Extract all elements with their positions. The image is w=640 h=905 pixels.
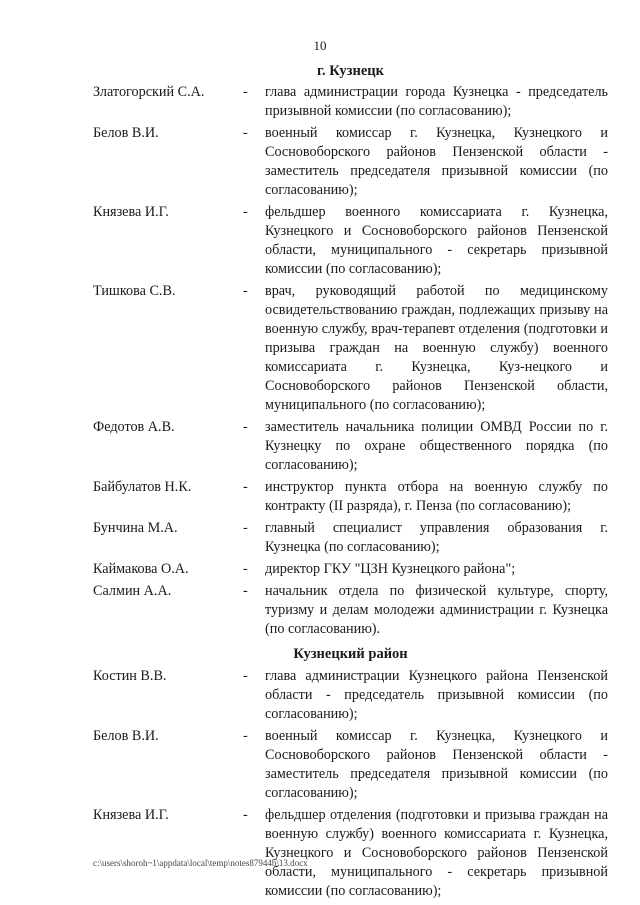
member-description: инструктор пункта отбора на военную службу по контракту (II разряда), г. Пенза (по согласованию);: [265, 479, 608, 514]
member-row: [93, 282, 608, 415]
member-dash: -: [243, 728, 248, 744]
member-dash: -: [243, 520, 248, 536]
member-dash: -: [243, 283, 248, 299]
member-name: Белов В.И.: [93, 728, 159, 744]
member-name: Князева И.Г.: [93, 204, 169, 220]
member-name: Князева И.Г.: [93, 807, 169, 823]
section-title-kuznetsk-district: Кузнецкий район: [293, 646, 408, 662]
commission-list: [93, 62, 608, 904]
member-description: военный комиссар г. Кузнецка, Кузнецкого и Сосновоборского районов Пензенской области - заместитель председателя призывной комиссии (по согласованию);: [265, 125, 608, 198]
member-row: [93, 560, 608, 579]
member-name: Байбулатов Н.К.: [93, 479, 192, 495]
member-description: фельдшер отделения (подготовки и призыва граждан на военную службу) военного комиссариата г. Кузнецка, Кузнецкого и Сосновоборского районов Пензенской области, муниципального - секретарь призывной комиссии (по согласованию);: [265, 807, 608, 899]
member-dash: -: [243, 125, 248, 141]
member-dash: -: [243, 479, 248, 495]
member-name: Костин В.В.: [93, 668, 167, 684]
member-row: [93, 203, 608, 279]
member-name: Белов В.И.: [93, 125, 159, 141]
member-row: [93, 83, 608, 121]
member-name: Каймакова О.А.: [93, 561, 189, 577]
member-row: [93, 582, 608, 639]
member-description: директор ГКУ "ЦЗН Кузнецкого района";: [265, 561, 516, 577]
member-dash: -: [243, 419, 248, 435]
member-dash: -: [243, 561, 248, 577]
member-row: [93, 124, 608, 200]
member-description: главный специалист управления образования г. Кузнецка (по согласованию);: [265, 520, 608, 555]
member-row: [93, 727, 608, 803]
member-row: [93, 519, 608, 557]
page-number: 10: [313, 38, 327, 53]
member-description: заместитель начальника полиции ОМВД России по г. Кузнецку по охране общественного порядка (по согласованию);: [265, 419, 608, 473]
member-dash: -: [243, 583, 248, 599]
file-path-footer: c:\users\shoroh~1\appdata\local\temp\notes87944b\13.docx: [93, 858, 308, 868]
member-description: врач, руководящий работой по медицинскому освидетельствованию граждан, подлежащих призыву на военную службу, врач-терапевт отделения (подготовки и призыва граждан на военную службу) военного комиссариата г. Кузнецка, Куз-нецкого и Сосновоборского районов Пензенской области, муниципального (по согласованию);: [265, 283, 608, 413]
member-name: Федотов А.В.: [93, 419, 175, 435]
member-description: фельдшер военного комиссариата г. Кузнецка, Кузнецкого и Сосновоборского районов Пензенской области, муниципального - секретарь призывной комиссии (по согласованию);: [265, 204, 608, 277]
member-dash: -: [243, 668, 248, 684]
member-name: Бунчина М.А.: [93, 520, 178, 536]
member-dash: -: [243, 84, 248, 100]
member-row: [93, 418, 608, 475]
member-row: [93, 806, 608, 901]
member-dash: -: [243, 204, 248, 220]
member-dash: -: [243, 807, 248, 823]
member-name: Салмин А.А.: [93, 583, 172, 599]
member-description: глава администрации Кузнецкого района Пензенской области - председатель призывной комиссии (по согласованию);: [265, 668, 608, 722]
member-description: начальник отдела по физической культуре, спорту, туризму и делам молодежи администрации г. Кузнецка (по согласованию).: [265, 583, 608, 637]
member-description: военный комиссар г. Кузнецка, Кузнецкого и Сосновоборского районов Пензенской области - заместитель председателя призывной комиссии (по согласованию);: [265, 728, 608, 801]
member-name: Тишкова С.В.: [93, 283, 176, 299]
member-description: глава администрации города Кузнецка - председатель призывной комиссии (по согласованию);: [265, 84, 608, 119]
member-row: [93, 667, 608, 724]
member-row: [93, 478, 608, 516]
section-title-kuznetsk: г. Кузнецк: [317, 63, 384, 79]
member-name: Златогорский С.А.: [93, 84, 205, 100]
